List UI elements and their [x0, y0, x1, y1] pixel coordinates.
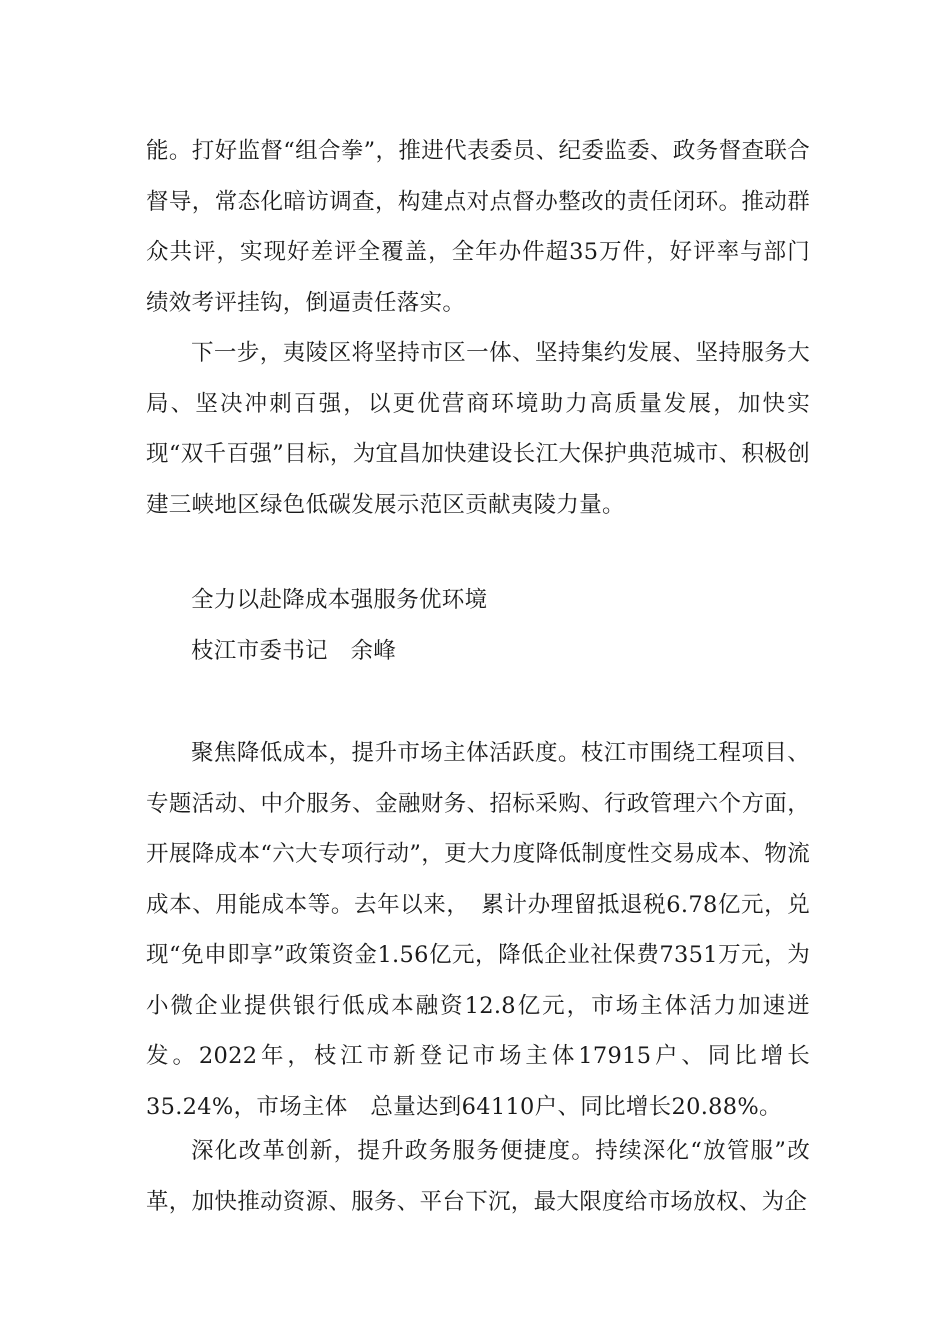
paragraph-text: 聚焦降低成本，提升市场主体活跃度。枝江市围绕工程项目、专题活动、中介服务、金融财务、招标采购、行政管理六个方面，开展降成本“六大专项行动”，更大力度降低制度性交易成本、物流成本、用能成本等。去年以来， 累计办理留抵退税6.78亿元，兑现“免申即享”政策资金1.56亿元，降低企业社保费7351万元，为小微企业提供银行低成本融资12.8亿元，市场主体活力加速迸发。2022年，枝江市新登记市场主体17915户、同比增长35.24%，市场主体 总量达到64110户、同比增长20.88%。	[146, 740, 810, 1120]
paragraph-next-step	[146, 328, 810, 530]
article-byline: 枝江市委书记 余峰	[191, 637, 397, 664]
paragraph-text: 能。打好监督“组合拳”，推进代表委员、纪委监委、政务督查联合督导，常态化暗访调查，构建点对点督办整改的责任闭环。推动群众共评，实现好差评全覆盖，全年办件超35万件，好评率与部门绩效考评挂钩，倒逼责任落实。	[146, 138, 810, 316]
paragraph-cost-reduction	[146, 728, 810, 1132]
paragraph-reform	[146, 1126, 810, 1227]
paragraph-text: 下一步，夷陵区将坚持市区一体、坚持集约发展、坚持服务大局、坚决冲刺百强，以更优营商环境助力高质量发展，加快实现“双千百强”目标，为宜昌加快建设长江大保护典范城市、积极创建三峡地区绿色低碳发展示范区贡献夷陵力量。	[146, 340, 810, 518]
article-title: 全力以赴降成本强服务优环境	[191, 587, 488, 613]
paragraph-continuation	[146, 126, 810, 328]
paragraph-text: 深化改革创新，提升政务服务便捷度。持续深化“放管服”改革，加快推动资源、服务、平台下沉，最大限度给市场放权、为企	[146, 1138, 810, 1215]
article-heading	[146, 575, 810, 676]
